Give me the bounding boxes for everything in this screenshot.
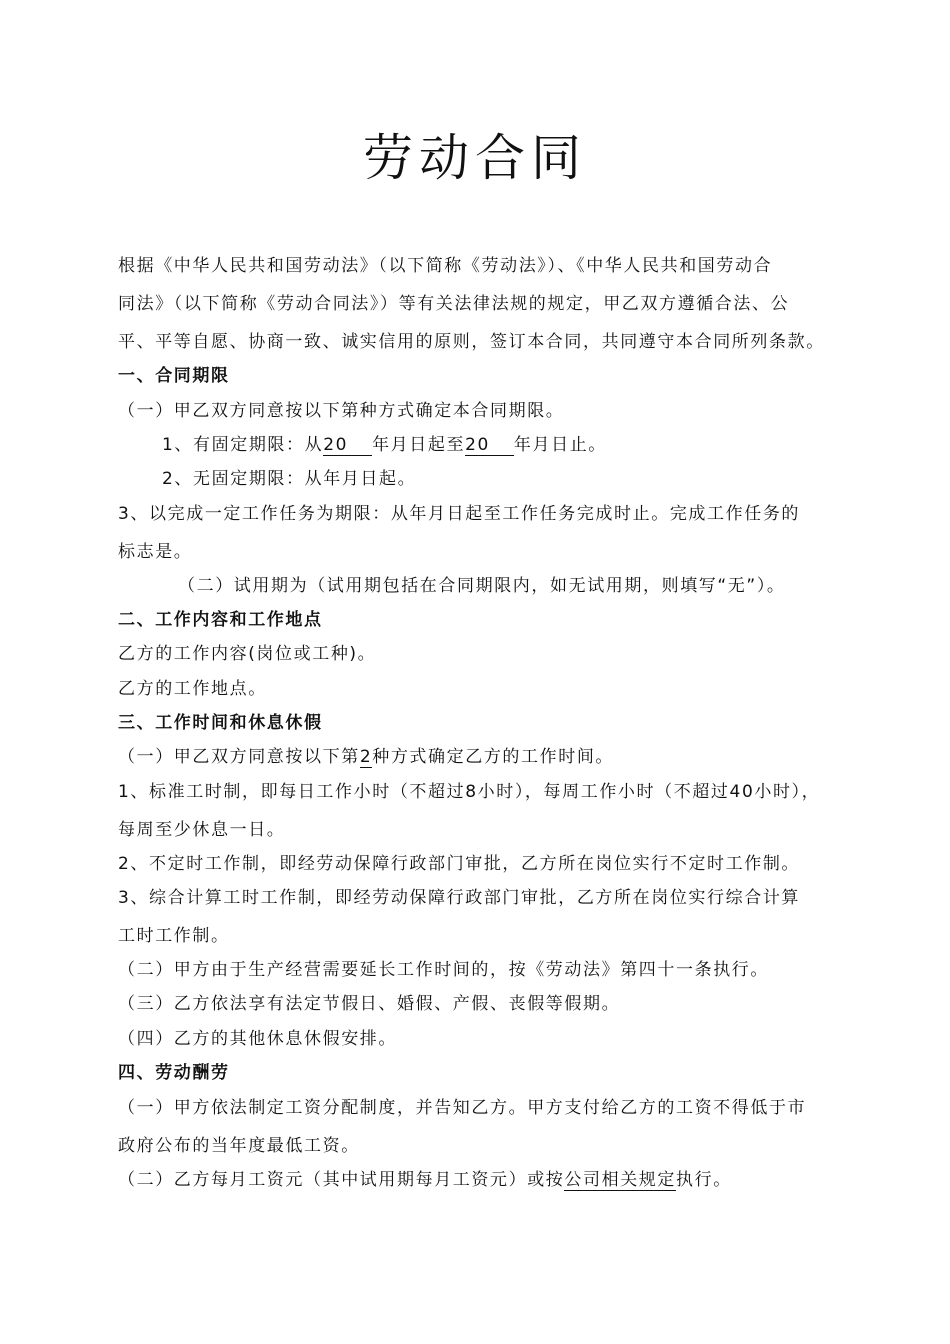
statutory-holidays-clause: （三）乙方依法享有法定节假日、婚假、产假、丧假等假期。 xyxy=(118,994,621,1014)
intro-line-1: 根据《中华人民共和国劳动法》（以下简称《劳动法》）、《中华人民共和国劳动合 xyxy=(118,256,773,276)
probation-clause: （二）试用期为（试用期包括在合同期限内，如无试用期，则填写“无”）。 xyxy=(178,576,786,596)
monthly-wage-clause: （二）乙方每月工资元（其中试用期每月工资元）或按公司相关规定执行。 xyxy=(118,1170,732,1190)
document-title: 劳动合同 xyxy=(363,129,587,187)
work-time-method-number: 2 xyxy=(359,747,373,767)
irregular-hours-clause: 2、不定时工作制，即经劳动保障行政部门审批，乙方所在岗位实行不定时工作制。 xyxy=(118,854,801,874)
task-term-clause-line-1: 3、以完成一定工作任务为期限：从年月日起至工作任务完成时止。完成工作任务的 xyxy=(118,504,801,524)
wage-system-clause-line-1: （一）甲方依法制定工资分配制度，并告知乙方。甲方支付给乙方的工资不得低于市 xyxy=(118,1098,807,1118)
fixed-term-text-c: 年月日止。 xyxy=(513,435,607,455)
section-2-heading: 二、工作内容和工作地点 xyxy=(118,610,323,630)
company-rules-underlined: 公司相关规定 xyxy=(564,1170,677,1190)
work-content-clause: 乙方的工作内容(岗位或工种)。 xyxy=(118,644,377,664)
work-location-clause: 乙方的工作地点。 xyxy=(118,679,267,699)
section-4-heading: 四、劳动酬劳 xyxy=(118,1063,230,1083)
fixed-term-text-b: 年月日起至 xyxy=(372,435,466,455)
section-3-heading: 三、工作时间和休息休假 xyxy=(118,713,323,733)
term-method-clause: （一）甲乙双方同意按以下第种方式确定本合同期限。 xyxy=(118,401,565,421)
fixed-term-clause xyxy=(162,430,607,456)
standard-hours-clause-line-1: 1、标准工时制，即每日工作小时（不超过8小时），每周工作小时（不超过40小时）， xyxy=(118,782,821,802)
comprehensive-hours-clause-line-2: 工时工作制。 xyxy=(118,926,230,946)
fixed-term-end-year: 20 xyxy=(465,437,514,456)
non-fixed-term-clause: 2、无固定期限：从年月日起。 xyxy=(162,469,417,489)
overtime-clause: （二）甲方由于生产经营需要延长工作时间的，按《劳动法》第四十一条执行。 xyxy=(118,960,769,980)
intro-line-2: 同法》（以下简称《劳动合同法》）等有关法律法规的规定，甲乙双方遵循合法、公 xyxy=(118,294,790,314)
task-term-clause-line-2: 标志是。 xyxy=(118,542,193,562)
other-leave-clause: （四）乙方的其他休息休假安排。 xyxy=(118,1029,397,1049)
comprehensive-hours-clause-line-1: 3、综合计算工时工作制，即经劳动保障行政部门审批，乙方所在岗位实行综合计算 xyxy=(118,888,801,908)
intro-line-3: 平、平等自愿、协商一致、诚实信用的原则，签订本合同，共同遵守本合同所列条款。 xyxy=(118,332,825,352)
standard-hours-clause-line-2: 每周至少休息一日。 xyxy=(118,820,286,840)
wage-system-clause-line-2: 政府公布的当年度最低工资。 xyxy=(118,1136,360,1156)
fixed-term-start-year: 20 xyxy=(323,437,372,456)
work-time-method-clause: （一）甲乙双方同意按以下第2种方式确定乙方的工作时间。 xyxy=(118,747,615,767)
section-1-heading: 一、合同期限 xyxy=(118,366,230,386)
fixed-term-text-a: 1、有固定期限：从 xyxy=(162,435,324,455)
